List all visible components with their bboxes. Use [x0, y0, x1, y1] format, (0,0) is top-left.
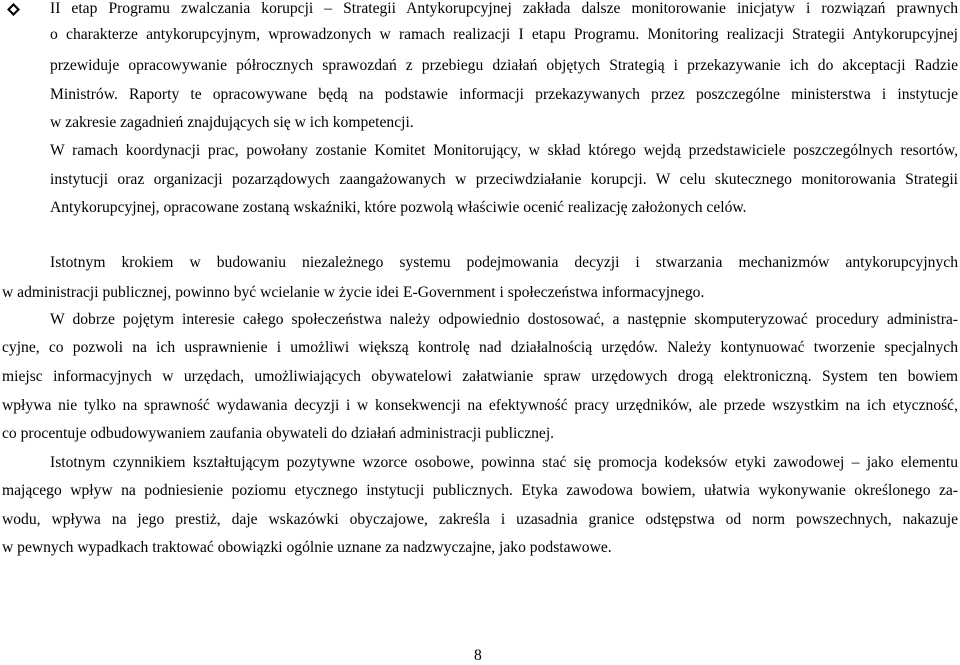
text-line: Ministrów. Raporty te opracowywane będą na podstawie informacji przekazywanych przez poszczególne ministerstwa i instytucje [50, 86, 958, 103]
text-line: W ramach koordynacji prac, powołany zostanie Komitet Monitorujący, w skład którego wejdą przedstawiciele poszczególnych resortów, [50, 142, 958, 159]
text-line: w pewnych wypadkach traktować obowiązki ogólnie uznane za nadzwyczajne, jako podstawowe. [2, 539, 612, 556]
text-line: W dobrze pojętym interesie całego społeczeństwa należy odpowiednio dostosować, a następnie skomputeryzować procedury administra- [50, 311, 958, 328]
text-line: mającego wpływ na podniesienie poziomu etycznego instytucji publicznych. Etyka zawodowa bowiem, ułatwia wykonywanie określonego za- [2, 482, 958, 499]
text-line: cyjne, co pozwoli na ich usprawnienie i umożliwi większą kontrolę nad działalnością urzędów. Należy kontynuować tworzenie specjalnych [2, 339, 958, 356]
page-number: 8 [474, 647, 482, 664]
text-line: w administracji publicznej, powinno być wcielanie w życie idei E-Government i społeczeństwa informacyjnego. [2, 284, 705, 301]
text-line: Istotnym krokiem w budowaniu niezależnego systemu podejmowania decyzji i stwarzania mechanizmów antykorupcyjnych [50, 254, 958, 271]
text-line: Istotnym czynnikiem kształtującym pozytywne wzorce osobowe, powinna stać się promocja kodeksów etyki zawodowej – jako elementu [50, 454, 958, 471]
text-line: Antykorupcyjnej, opracowane zostaną wskaźniki, które pozwolą właściwie ocenić realizację założonych celów. [50, 199, 747, 216]
text-line: wpływa nie tylko na sprawność wydawania decyzji i w konsekwencji na efektywność pracy urzędników, ale przede wszystkim na ich etyczność, [2, 397, 958, 414]
text-line: w zakresie zagadnień znajdujących się w ich kompetencji. [50, 114, 414, 131]
text-line: wodu, wpływa na jego prestiż, daje wskazówki obyczajowe, zakreśla i uzasadnia granice odstępstwa od norm powszechnych, nakazuje [2, 511, 958, 528]
text-line: przewiduje opracowywanie półrocznych sprawozdań z przebiegu działań objętych Strategią i przekazywanie ich do akceptacji Radzie [50, 57, 958, 74]
text-line: o charakterze antykorupcyjnym, wprowadzonych w ramach realizacji I etapu Programu. Monitoring realizacji Strategii Antykorupcyjnej [50, 26, 958, 43]
text-line: co procentuje odbudowywaniem zaufania obywateli do działań administracji publicznej. [2, 425, 555, 442]
text-line: instytucji oraz organizacji pozarządowych zaangażowanych w przeciwdziałanie korupcji. W celu skutecznego monitorowania Strategii [50, 171, 958, 188]
diamond-bullet-icon [7, 3, 20, 16]
text-line: miejsc informacyjnych w urzędach, umożliwiających obywatelowi załatwianie spraw urzędowych drogą elektroniczną. System ten bowiem [2, 368, 958, 385]
text-line: II etap Programu zwalczania korupcji – Strategii Antykorupcyjnej zakłada dalsze monitorowanie inicjatyw i rozwiązań prawnych [50, 0, 958, 17]
